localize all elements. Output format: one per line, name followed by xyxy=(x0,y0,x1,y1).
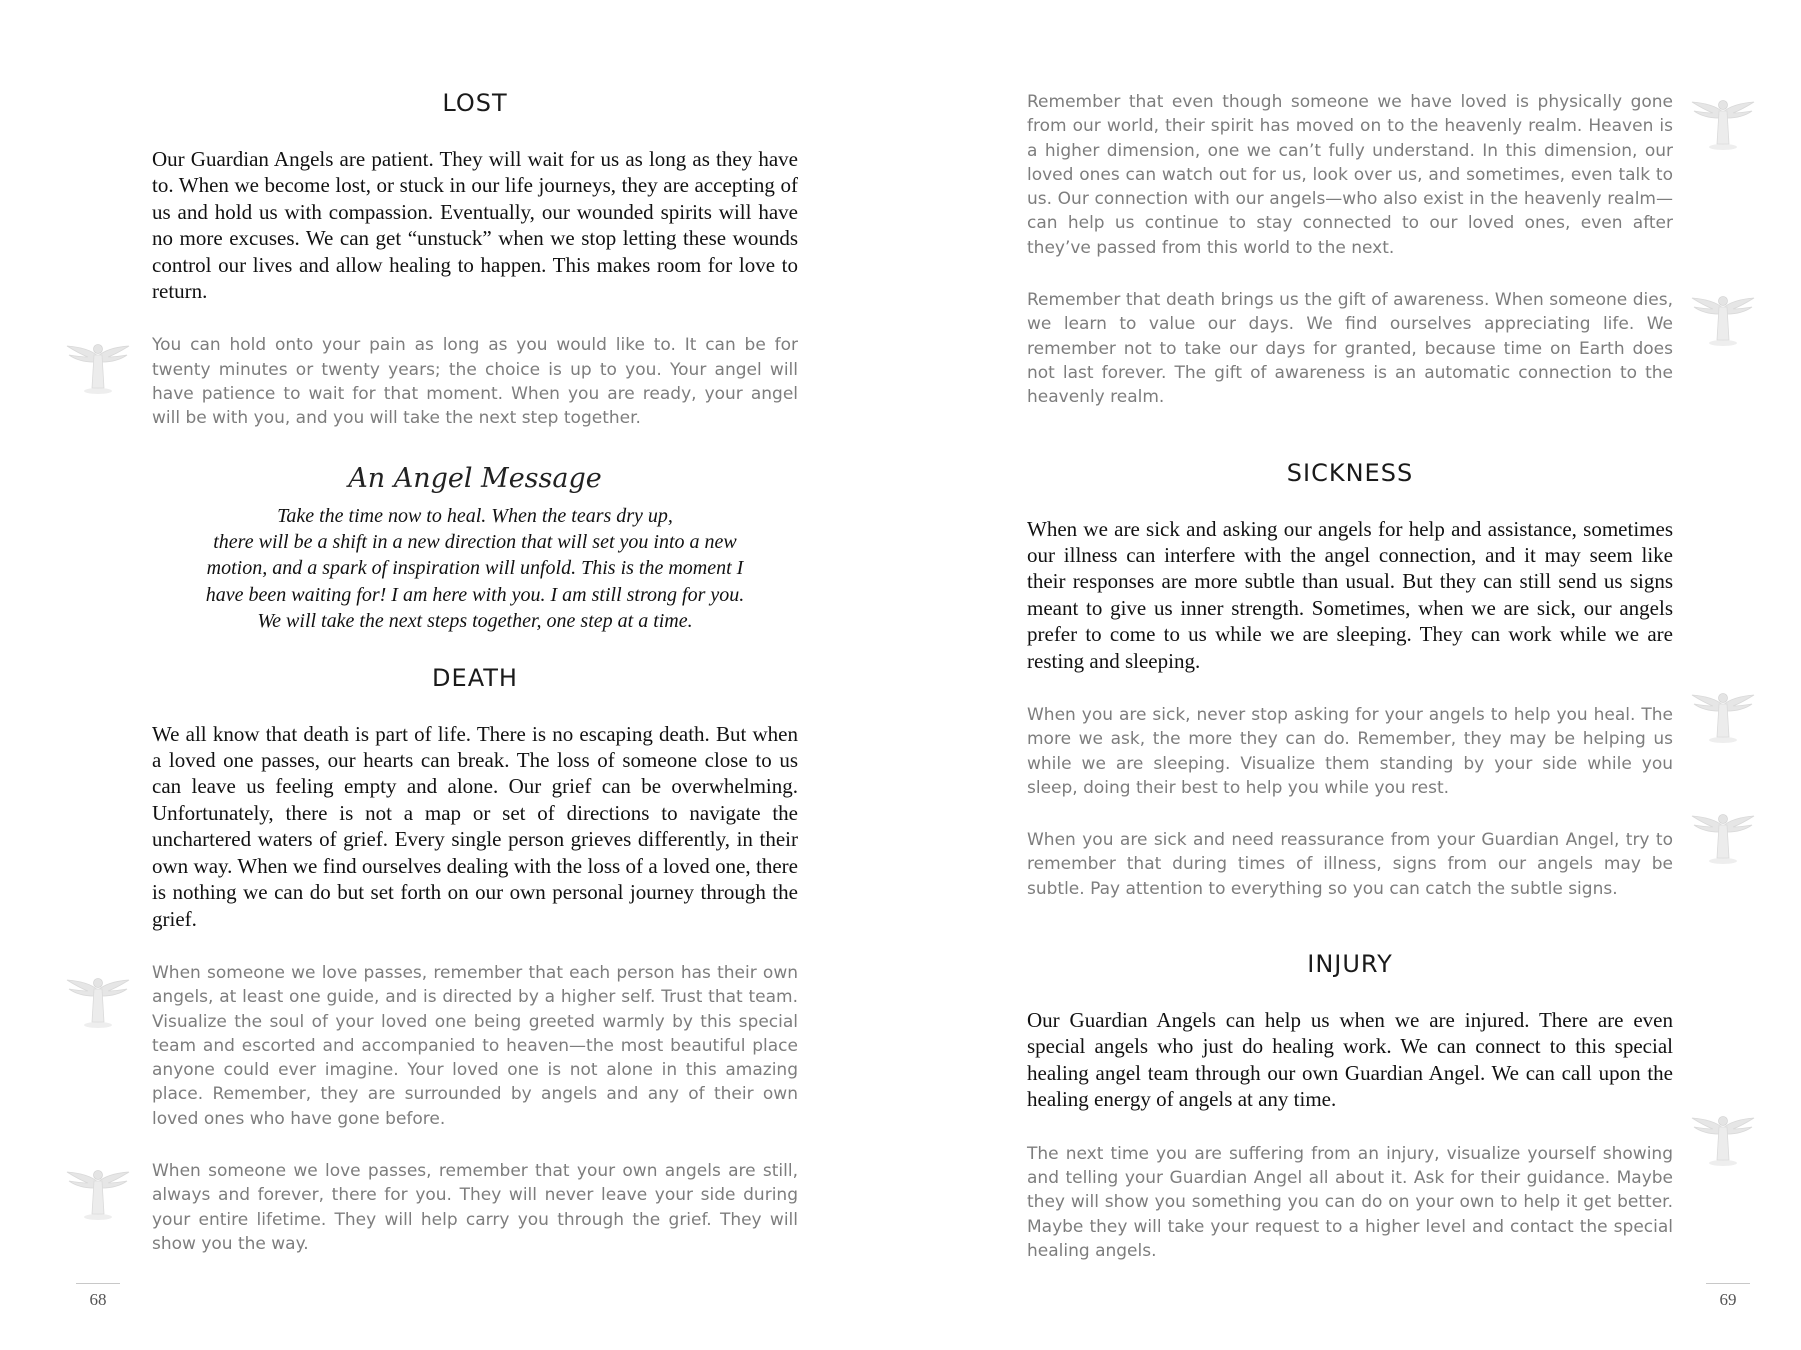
sickness-tip-paragraph: When you are sick and need reassurance from your Guardian Angel, try to remember that during times of illness, signs from our angels may be subtle. Pay attention to everything so you can catch the subtle signs. xyxy=(1027,830,1673,899)
left-text-column xyxy=(152,86,798,1284)
angel-icon xyxy=(1688,1106,1758,1168)
death-intro-paragraph: We all know that death is part of life. There is no escaping death. But when a loved one passes, our hearts can break. The loss of someone close to us can leave us feeling empty and alone. Our grief can be overwhelming. Unfortunately, there is not a map or set of directions to navigate the unchartered waters of grief. Every single person grieves differently, in their own way. When we find ourselves dealing with the loss of a loved one, there is nothing we can do but set forth on our own personal journey through the grief. xyxy=(152,721,798,931)
injury-intro-paragraph: Our Guardian Angels can help us when we are injured. There are even special angels who just do healing work. We can connect to this special healing angel team through our own Guardian Angel. We can call upon the healing energy of angels at any time. xyxy=(1027,1008,1673,1112)
folio-rule xyxy=(76,1283,120,1284)
angel-message-line: Take the time now to heal. When the tears dry up, xyxy=(277,504,673,527)
left-page xyxy=(0,0,900,1350)
section-heading-lost: LOST xyxy=(442,89,508,117)
angel-message-title: An Angel Message xyxy=(348,462,602,494)
angel-icon xyxy=(1688,90,1758,152)
angel-icon xyxy=(63,334,133,396)
section-heading-sickness: SICKNESS xyxy=(1286,458,1414,487)
angel-icon xyxy=(1688,804,1758,866)
section-heading-death: DEATH xyxy=(432,663,518,692)
angel-icon xyxy=(63,1160,133,1222)
death-tip-paragraph: Remember that death brings us the gift of awareness. When someone dies, we learn to value our days. We find ourselves appreciating life. We remember not to take our days for granted, because time on Earth does not last forever. The gift of awareness is an automatic connection to the heavenly realm. xyxy=(1027,290,1673,408)
angel-icon xyxy=(63,968,133,1030)
angel-message-line: We will take the next steps together, one step at a time. xyxy=(257,610,693,633)
death-tip-paragraph: When someone we love passes, remember that your own angels are still, always and forever, there for you. They will never leave your side during your entire lifetime. They will help carry you through the grief. They will show you the way. xyxy=(152,1160,798,1254)
sickness-intro-paragraph: When we are sick and asking our angels for help and assistance, sometimes our illness can interfere with the angel connection, and it may seem like their responses are more subtle than usual. But they can still send us signs meant to give us inner strength. Sometimes, when we are sick, our angels prefer to come to us while we are sleeping. They can work while we are resting and sleeping. xyxy=(1027,516,1673,673)
angel-icon xyxy=(1688,286,1758,348)
folio-rule xyxy=(1706,1283,1750,1284)
injury-tip-paragraph: The next time you are suffering from an injury, visualize yourself showing and telling your Guardian Angel all about it. Ask for their guidance. Maybe they will show you something you can do on your own to help it get better. Maybe they will take your request to a higher level and contact the special healing angels. xyxy=(1027,1143,1673,1261)
angel-message-text xyxy=(152,503,798,635)
section-heading-injury: INJURY xyxy=(1307,950,1393,979)
right-page xyxy=(900,0,1801,1350)
death-tip-paragraph: Remember that even though someone we have loved is physically gone from our world, their spirit has moved on to the heavenly realm. Heaven is a higher dimension, one we can’t fully understand. In this dimension, our loved ones can watch out for us, look over us, and sometimes, even talk to us. Our connection with our angels—who also exist in the heavenly realm—can help us continue to stay connected to our loved ones, even after they’ve passed from this world to the next. xyxy=(1027,92,1673,258)
angel-message-line: there will be a shift in a new direction that will set you into a new xyxy=(213,531,737,554)
lost-intro-paragraph: Our Guardian Angels are patient. They will wait for us as long as they have to. When we become lost, or stuck in our life journeys, they are accepting of us and hold us with compassion. Eventually, our wounded spirits will have no more excuses. We can get “unstuck” when we stop letting these wounds control our lives and allow healing to happen. This makes room for love to return. xyxy=(152,147,798,304)
sickness-tip-paragraph: When you are sick, never stop asking for your angels to help you heal. The more we ask, the more they can do. Remember, they may be helping us while we are sleeping. Visualize them standing by your side while you sleep, doing their best to help you while you rest. xyxy=(1027,705,1673,798)
angel-message-line: motion, and a spark of inspiration will unfold. This is the moment I xyxy=(206,557,744,580)
death-tip-paragraph: When someone we love passes, remember that each person has their own angels, at least one guide, and is directed by a higher self. Trust that team. Visualize the soul of your loved one being greeted warmly by this special team and escorted and accompanied to heaven—the most beautiful place anyone could ever imagine. Your loved one is not alone in this amazing place. Remember, they are surrounded by angels and any of their own loved ones who have gone before. xyxy=(152,962,798,1129)
lost-tip-paragraph: You can hold onto your pain as long as you would like to. It can be for twenty minutes or twenty years; the choice is up to you. Your angel will have patience to wait for that moment. When you are ready, your angel will be with you, and you will take the next step together. xyxy=(152,335,798,429)
angel-message-line: have been waiting for! I am here with you. I am still strong for you. xyxy=(205,583,745,606)
angel-icon xyxy=(1688,683,1758,745)
right-text-column xyxy=(1027,90,1673,1291)
page-number: 68 xyxy=(89,1290,107,1309)
page-number: 69 xyxy=(1719,1290,1737,1309)
